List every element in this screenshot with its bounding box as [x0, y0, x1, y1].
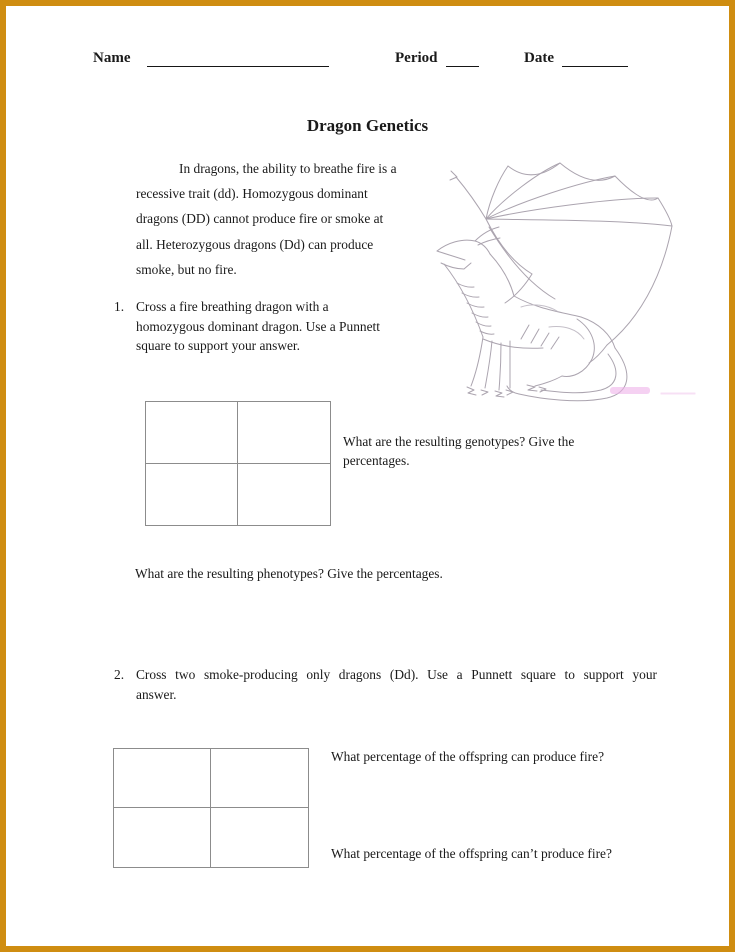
intro-line: dragons (DD) cannot produce fire or smoke at: [136, 211, 384, 227]
question-2-line: answer.: [136, 686, 177, 702]
punnett-cell: [146, 464, 238, 526]
date-blank-line: [562, 52, 628, 67]
worksheet-title: Dragon Genetics: [306, 116, 429, 135]
period-blank-line: [446, 52, 479, 67]
watermark-smudge: [610, 387, 650, 394]
name-blank-line: [147, 52, 329, 67]
intro-line: all. Heterozygous dragons (Dd) can produce: [136, 236, 374, 252]
question-1-number: 1.: [114, 299, 125, 314]
punnett-square-2: [113, 748, 309, 868]
no-fire-percentage-prompt: What percentage of the offspring can’t produce fire?: [331, 846, 612, 861]
phenotype-prompt: What are the resulting phenotypes? Give the percentages.: [135, 566, 443, 581]
question-2-text: [136, 665, 657, 704]
punnett-square-1: [145, 401, 331, 526]
question-1-line: Cross a fire breathing dragon with a: [136, 299, 329, 314]
genotype-prompt-line: percentages.: [343, 453, 410, 468]
question-1-text: [136, 297, 426, 356]
genotype-prompt-line: What are the resulting genotypes? Give the: [343, 434, 575, 449]
punnett-cell: [114, 808, 211, 867]
intro-line: smoke, but no fire.: [136, 261, 237, 277]
punnett-cell: [238, 464, 330, 526]
question-2-line: Cross two smoke-producing only dragons (Dd). Use a Punnett square to support your: [136, 667, 657, 682]
period-label: Period: [395, 50, 438, 66]
punnett-cell: [238, 402, 330, 464]
question-1-line: homozygous dominant dragon. Use a Punnett: [136, 318, 380, 334]
name-label: Name: [93, 50, 131, 66]
punnett-cell: [211, 808, 308, 867]
fire-percentage-prompt: What percentage of the offspring can produce fire?: [331, 749, 605, 764]
punnett-cell: [146, 402, 238, 464]
intro-line: In dragons, the ability to breathe fire is a: [179, 161, 397, 176]
question-2-number: 2.: [114, 667, 125, 682]
date-label: Date: [524, 50, 554, 66]
question-1-line: square to support your answer.: [136, 338, 301, 353]
genotype-prompt: [343, 432, 603, 470]
intro-paragraph: [136, 156, 436, 282]
dragon-illustration: [429, 157, 714, 402]
punnett-cell: [114, 749, 211, 808]
intro-line: recessive trait (dd). Homozygous dominant: [136, 186, 368, 202]
punnett-cell: [211, 749, 308, 808]
